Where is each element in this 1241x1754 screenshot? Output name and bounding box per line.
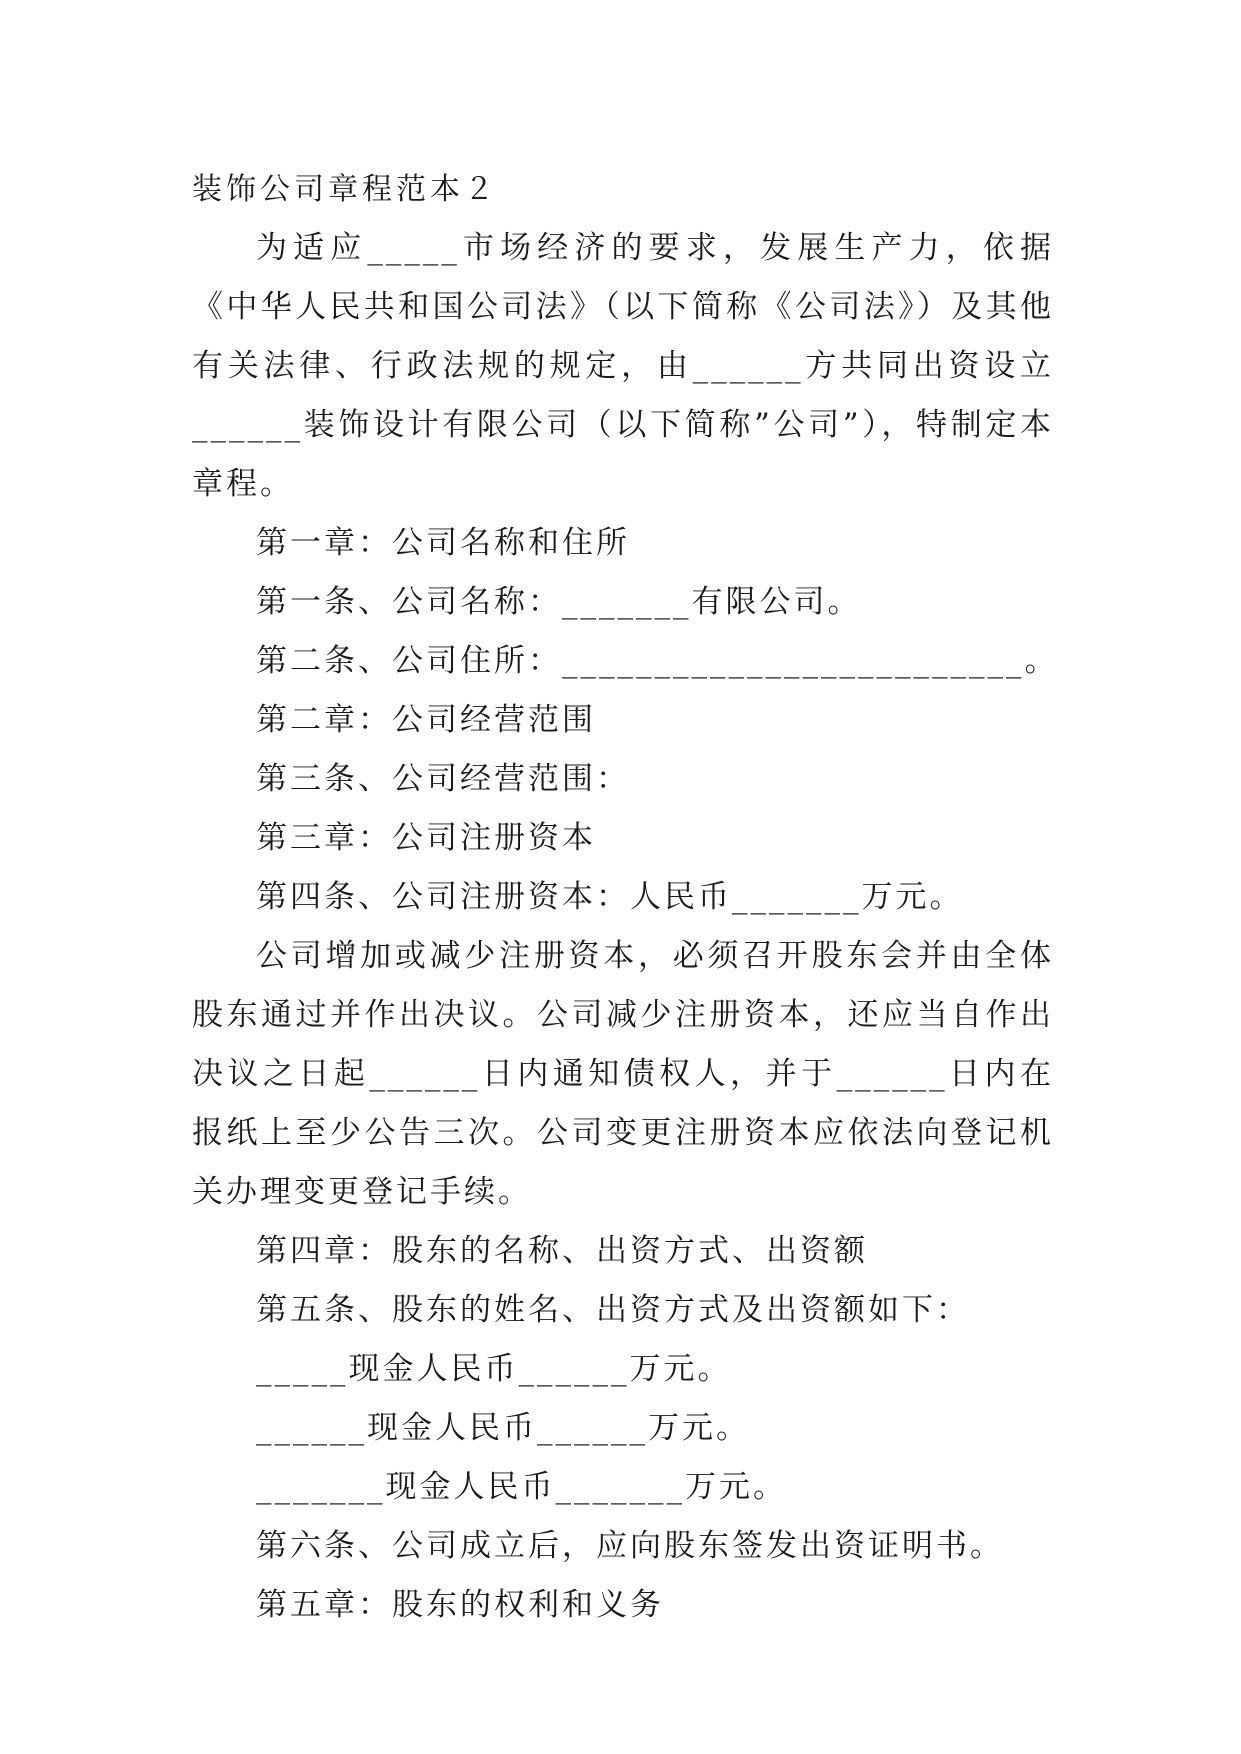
article-5: 第五条、股东的姓名、出资方式及出资额如下： [256, 1292, 970, 1328]
shareholder-line-3: _______现金人民币_______万元。 [256, 1469, 787, 1505]
article-6: 第六条、公司成立后，应向股东签发出资证明书。 [256, 1528, 1004, 1564]
article-4: 第四条、公司注册资本：人民币_______万元。 [256, 879, 964, 915]
chapter-2-heading: 第二章：公司经营范围 [256, 702, 596, 738]
article-1: 第一条、公司名称：_______有限公司。 [256, 584, 862, 620]
preamble-paragraph: 为适应_____市场经济的要求，发展生产力，依据《中华人民共和国公司法》（以下简称《公司法》）及其他有关法律、行政法规的规定，由______方共同出资设立______装饰设计有限公司（以下简称”公司”），特制定本章程。 [192, 230, 1054, 502]
article-3: 第三条、公司经营范围： [256, 761, 630, 797]
chapter-5-heading: 第五章：股东的权利和义务 [256, 1587, 664, 1623]
chapter-4-heading: 第四章：股东的名称、出资方式、出资额 [256, 1233, 868, 1269]
article-2: 第二条、公司住所：_________________________。 [256, 643, 1059, 679]
capital-change-paragraph: 公司增加或减少注册资本，必须召开股东会并由全体股东通过并作出决议。公司减少注册资本，还应当自作出决议之日起______日内通知债权人，并于______日内在报纸上至少公告三次。公司变更注册资本应依法向登记机关办理变更登记手续。 [192, 938, 1054, 1210]
document-page [192, 160, 1059, 1635]
chapter-1-heading: 第一章：公司名称和住所 [256, 525, 630, 561]
document-title: 装饰公司章程范本２ [192, 172, 498, 207]
shareholder-line-1: _____现金人民币______万元。 [256, 1351, 732, 1387]
shareholder-line-2: ______现金人民币______万元。 [256, 1410, 750, 1446]
chapter-3-heading: 第三章：公司注册资本 [256, 820, 596, 856]
